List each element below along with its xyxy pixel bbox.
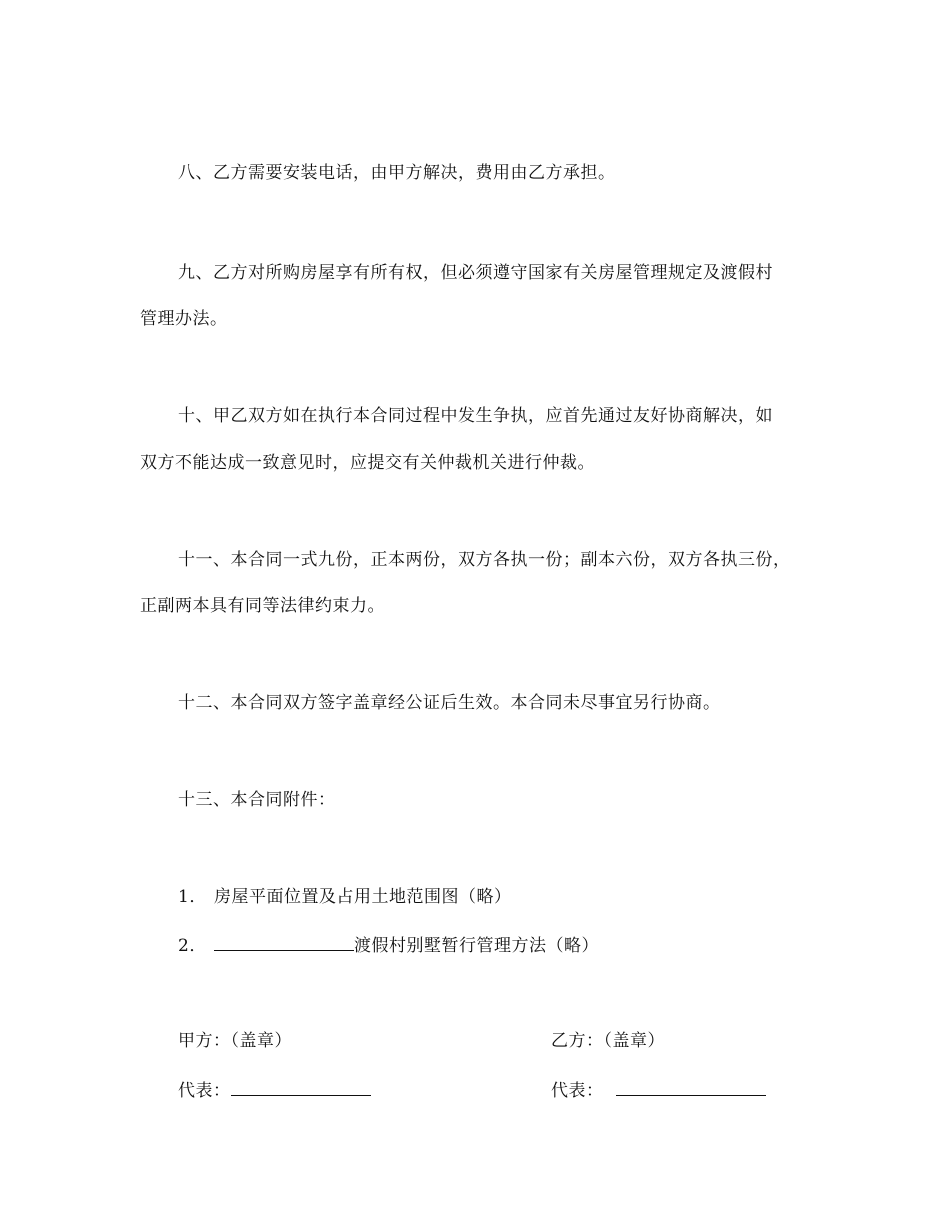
clause-11-line-2: 正副两本具有同等法律约束力。 bbox=[140, 596, 385, 616]
clause-10-line-1: 十、甲乙双方如在执行本合同过程中发生争执，应首先通过友好协商解决，如 bbox=[178, 406, 773, 426]
clause-9-line-1: 九、乙方对所购房屋享有所有权，但必须遵守国家有关房屋管理规定及渡假村 bbox=[178, 263, 773, 283]
clause-9-line-2: 管理办法。 bbox=[140, 309, 228, 329]
attachment-item-1-number: 1． bbox=[178, 887, 207, 907]
clause-12-line-1: 十二、本合同双方签字盖章经公证后生效。本合同未尽事宜另行协商。 bbox=[178, 693, 721, 713]
attachment-item-2-blank bbox=[214, 933, 354, 951]
clause-11-line-1: 十一、本合同一式九份，正本两份，双方各执一份；副本六份，双方各执三份， bbox=[178, 550, 791, 570]
attachment-item-2-text: 渡假村别墅暂行管理方法（略） bbox=[354, 936, 599, 956]
attachment-item-1 bbox=[178, 885, 512, 909]
party-b-seal: 乙方：（盖章） bbox=[551, 1031, 665, 1051]
clause-10-line-2: 双方不能达成一致意见时，应提交有关仲裁机关进行仲裁。 bbox=[140, 453, 595, 473]
party-b-representative bbox=[551, 1078, 766, 1103]
clause-8-line-1: 八、乙方需要安装电话，由甲方解决，费用由乙方承担。 bbox=[178, 163, 616, 183]
attachment-item-2-number: 2． bbox=[178, 936, 207, 956]
party-a-representative-label: 代表： bbox=[178, 1081, 231, 1101]
party-b-representative-label: 代表： bbox=[551, 1081, 604, 1101]
party-a-representative bbox=[178, 1078, 371, 1103]
party-a-seal: 甲方：（盖章） bbox=[178, 1031, 292, 1051]
party-b-signature-line bbox=[616, 1078, 766, 1096]
clause-13-line-1: 十三、本合同附件： bbox=[178, 790, 336, 810]
attachment-item-1-text: 房屋平面位置及占用土地范围图（略） bbox=[214, 887, 512, 907]
party-a-signature-line bbox=[231, 1078, 371, 1096]
attachment-item-2 bbox=[178, 933, 599, 958]
